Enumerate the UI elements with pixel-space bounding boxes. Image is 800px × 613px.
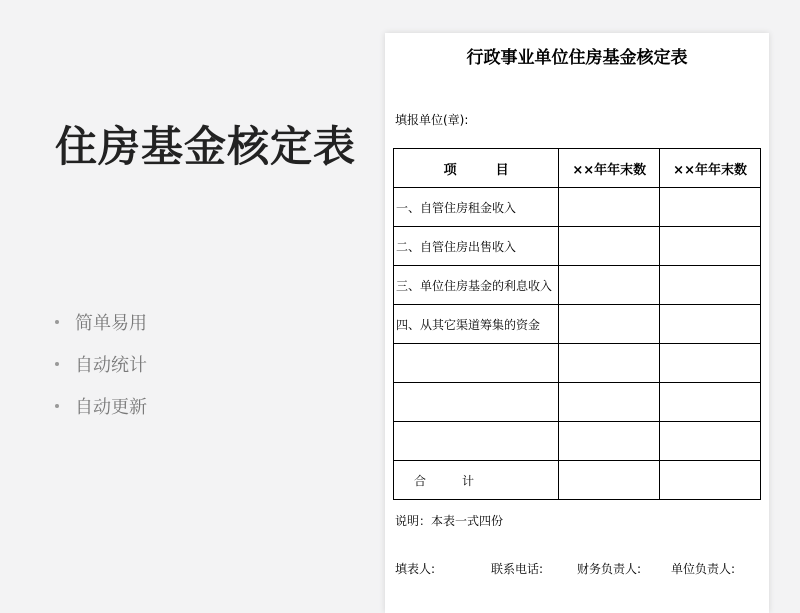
- feature-item: [55, 392, 147, 420]
- cell[interactable]: [660, 188, 761, 227]
- bullet-icon: [55, 320, 59, 324]
- feature-item: [55, 308, 147, 336]
- row-label: 三、单位住房基金的利息收入: [394, 266, 559, 305]
- feature-list: [55, 308, 147, 434]
- table-row: [394, 266, 761, 305]
- cell[interactable]: [660, 461, 761, 500]
- feature-item: [55, 350, 147, 378]
- row-label: [394, 422, 559, 461]
- cell[interactable]: [559, 188, 660, 227]
- row-label: 四、从其它渠道筹集的资金: [394, 305, 559, 344]
- footer-unit-head: 单位负责人:: [671, 562, 736, 576]
- cell[interactable]: [559, 266, 660, 305]
- cell[interactable]: [660, 344, 761, 383]
- cell[interactable]: [559, 344, 660, 383]
- header-item: 项 目: [394, 149, 559, 188]
- table-row: [394, 188, 761, 227]
- table-row: [394, 227, 761, 266]
- cell[interactable]: [660, 383, 761, 422]
- bullet-icon: [55, 362, 59, 366]
- cell[interactable]: [660, 266, 761, 305]
- header-year-end-1: ××年年末数: [559, 149, 660, 188]
- feature-label: 简单易用: [75, 313, 147, 334]
- row-label: [394, 383, 559, 422]
- feature-label: 自动统计: [75, 355, 147, 376]
- footer-phone: 联系电话:: [491, 562, 544, 576]
- hero-title: 住房基金核定表: [55, 122, 357, 171]
- table-row: [394, 422, 761, 461]
- footer-preparer: 填表人:: [395, 562, 436, 576]
- table-row: [394, 305, 761, 344]
- total-label: 合 计: [394, 461, 559, 500]
- cell[interactable]: [559, 305, 660, 344]
- table-row: [394, 344, 761, 383]
- cell[interactable]: [559, 422, 660, 461]
- form-sheet-preview: [385, 33, 769, 613]
- footer-finance-head: 财务负责人:: [577, 562, 642, 576]
- cell[interactable]: [559, 461, 660, 500]
- sheet-title: 行政事业单位住房基金核定表: [466, 48, 688, 68]
- bullet-icon: [55, 404, 59, 408]
- feature-label: 自动更新: [75, 397, 147, 418]
- cell[interactable]: [660, 422, 761, 461]
- header-year-end-2: ××年年末数: [660, 149, 761, 188]
- total-row: [394, 461, 761, 500]
- row-label: 一、自管住房租金收入: [394, 188, 559, 227]
- fund-table: [393, 148, 761, 500]
- table-header-row: [394, 149, 761, 188]
- row-label: [394, 344, 559, 383]
- cell[interactable]: [660, 227, 761, 266]
- cell[interactable]: [660, 305, 761, 344]
- row-label: 二、自管住房出售收入: [394, 227, 559, 266]
- reporting-unit-label: 填报单位(章):: [395, 113, 469, 127]
- table-row: [394, 383, 761, 422]
- cell[interactable]: [559, 383, 660, 422]
- cell[interactable]: [559, 227, 660, 266]
- sheet-note: 说明：本表一式四份: [395, 514, 504, 528]
